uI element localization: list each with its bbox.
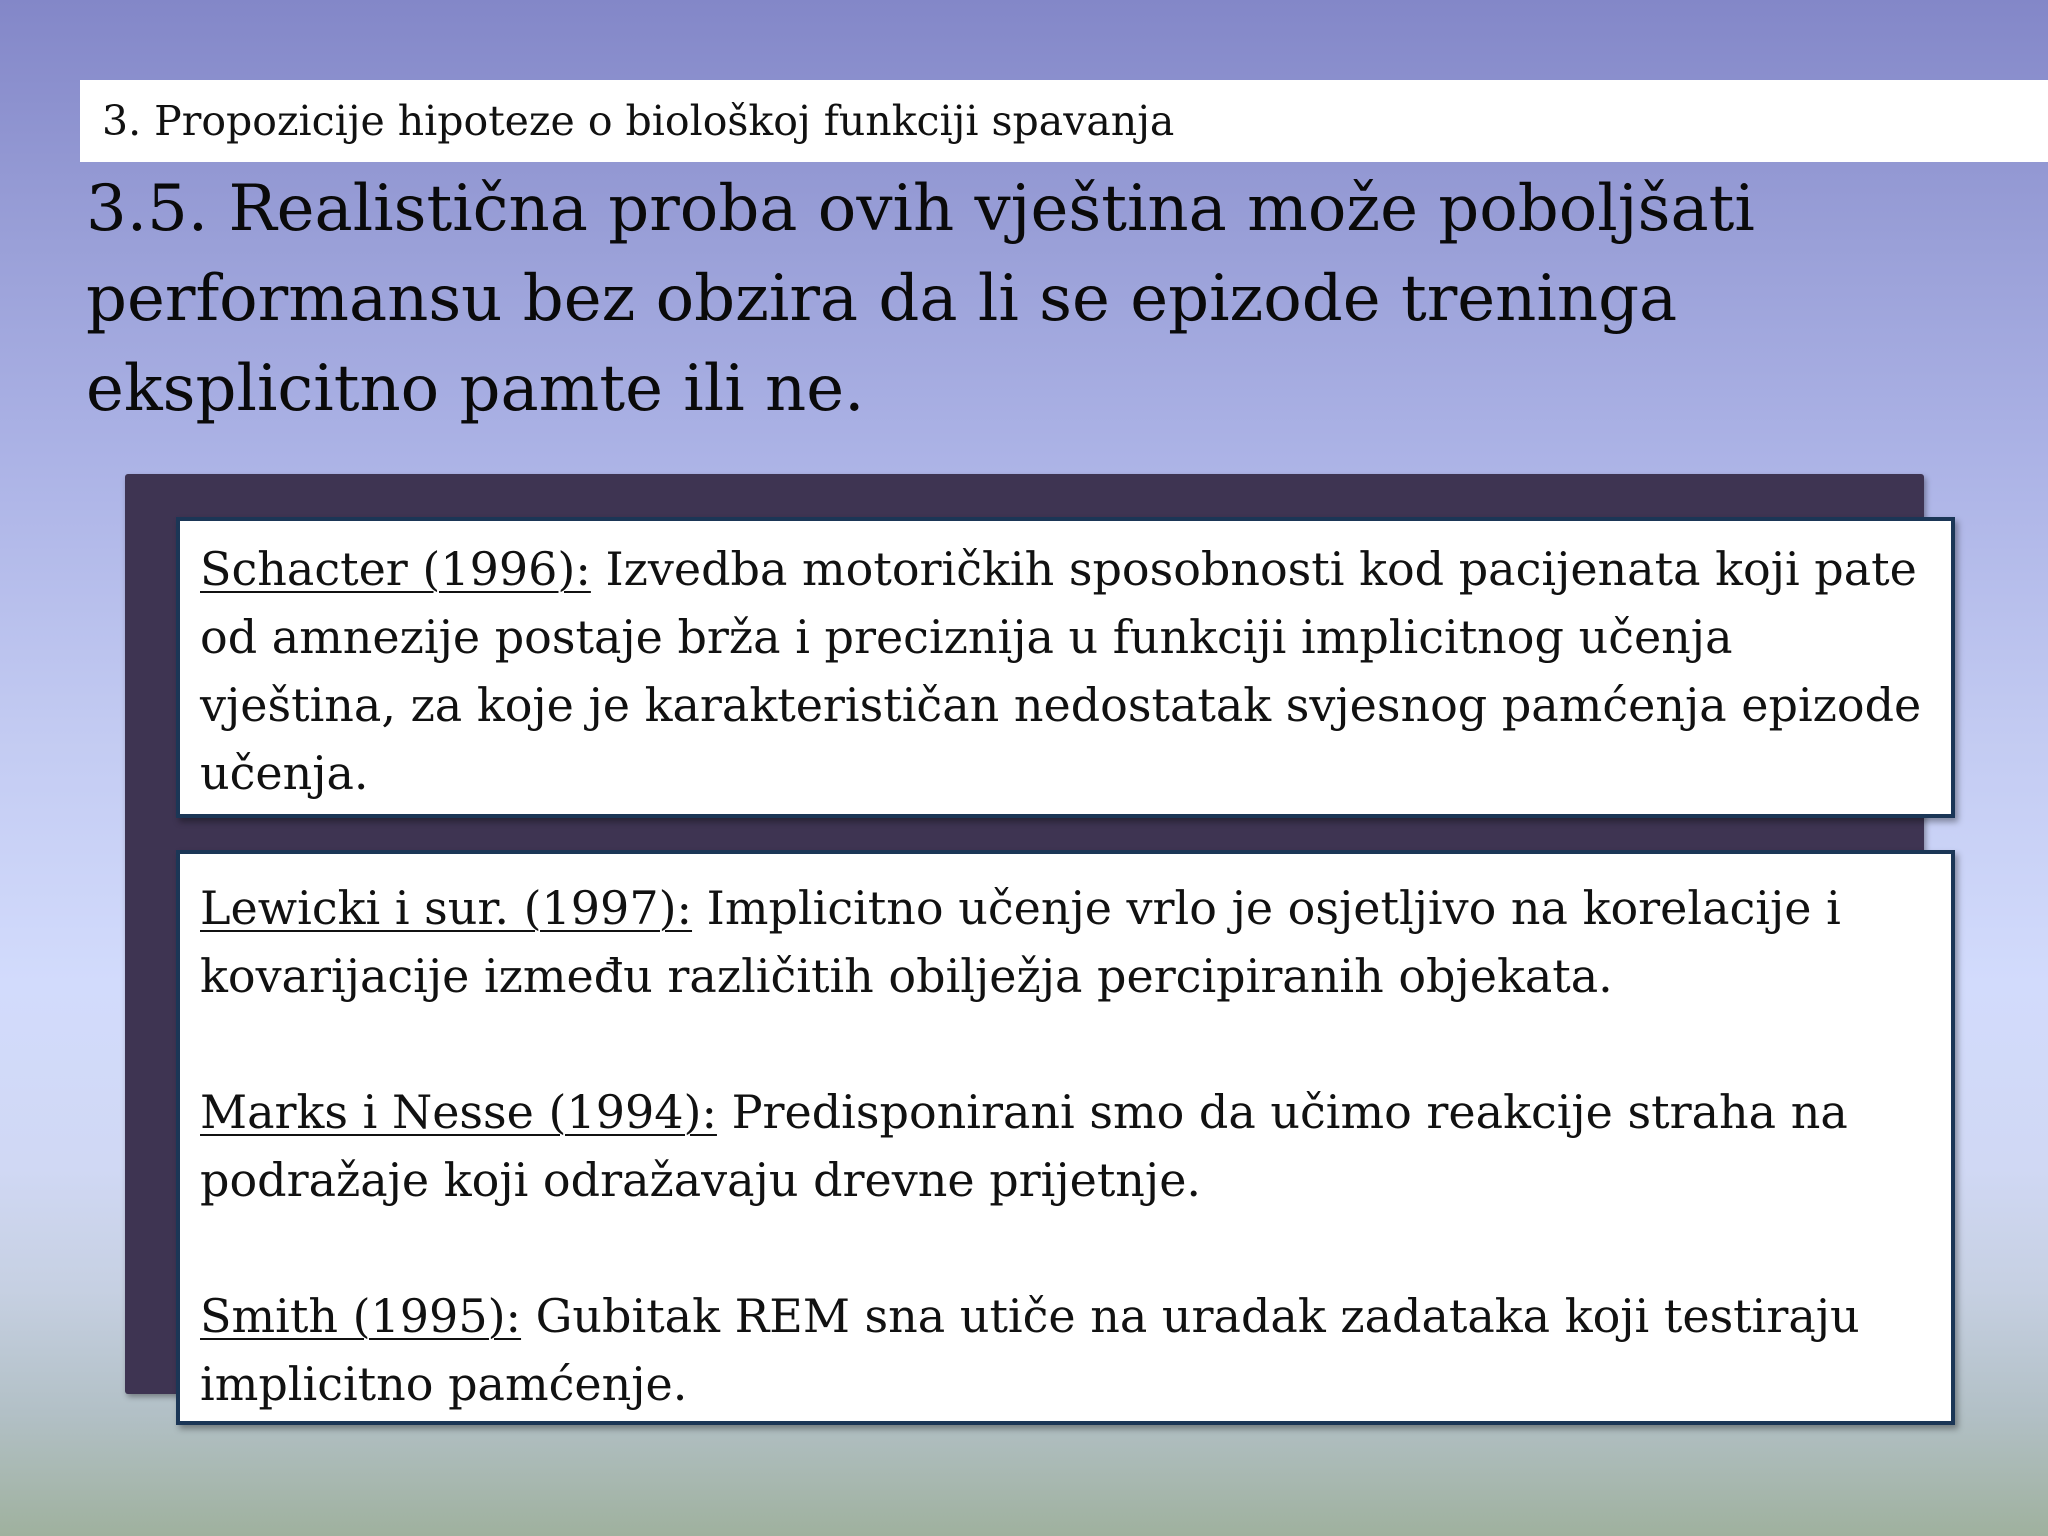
finding-text: Predisponirani smo da učimo reakcije straha na podražaje koji odražavaju drevne prijetnje. (200, 1085, 1848, 1207)
citation-lewicki: Lewicki i sur. (1997): (200, 881, 693, 935)
study-entry-schacter (200, 535, 1931, 807)
section-label: 3. Propozicije hipoteze o biološkoj funkciji spavanja (102, 97, 1175, 145)
study-card-implicit-learning (176, 850, 1955, 1425)
section-header-bar (80, 80, 2048, 162)
slide-title: 3.5. Realistična proba ovih vještina može poboljšati performansu bez obzira da li se epizode treninga eksplicitno pamte ili ne. (86, 172, 1755, 426)
finding-text: Implicitno učenje vrlo je osjetljivo na korelacije i kovarijacije između različitih obilježja percipiranih objekata. (200, 881, 1841, 1003)
citation-smith: Smith (1995): (200, 1289, 522, 1343)
finding-text: Gubitak REM sna utiče na uradak zadataka koji testiraju implicitno pamćenje. (200, 1289, 1860, 1411)
study-card-schacter (176, 517, 1955, 818)
study-entry-marks-nesse (200, 1078, 1931, 1214)
citation-schacter: Schacter (1996): (200, 542, 591, 596)
study-entry-lewicki (200, 874, 1931, 1010)
study-entry-smith (200, 1282, 1931, 1418)
citation-marks-nesse: Marks i Nesse (1994): (200, 1085, 717, 1139)
finding-text: Izvedba motoričkih sposobnosti kod pacijenata koji pate od amnezije postaje brža i preciznija u funkciji implicitnog učenja vještina, za koje je karakterističan nedostatak svjesnog pamćenja epizode učenja. (200, 542, 1922, 800)
